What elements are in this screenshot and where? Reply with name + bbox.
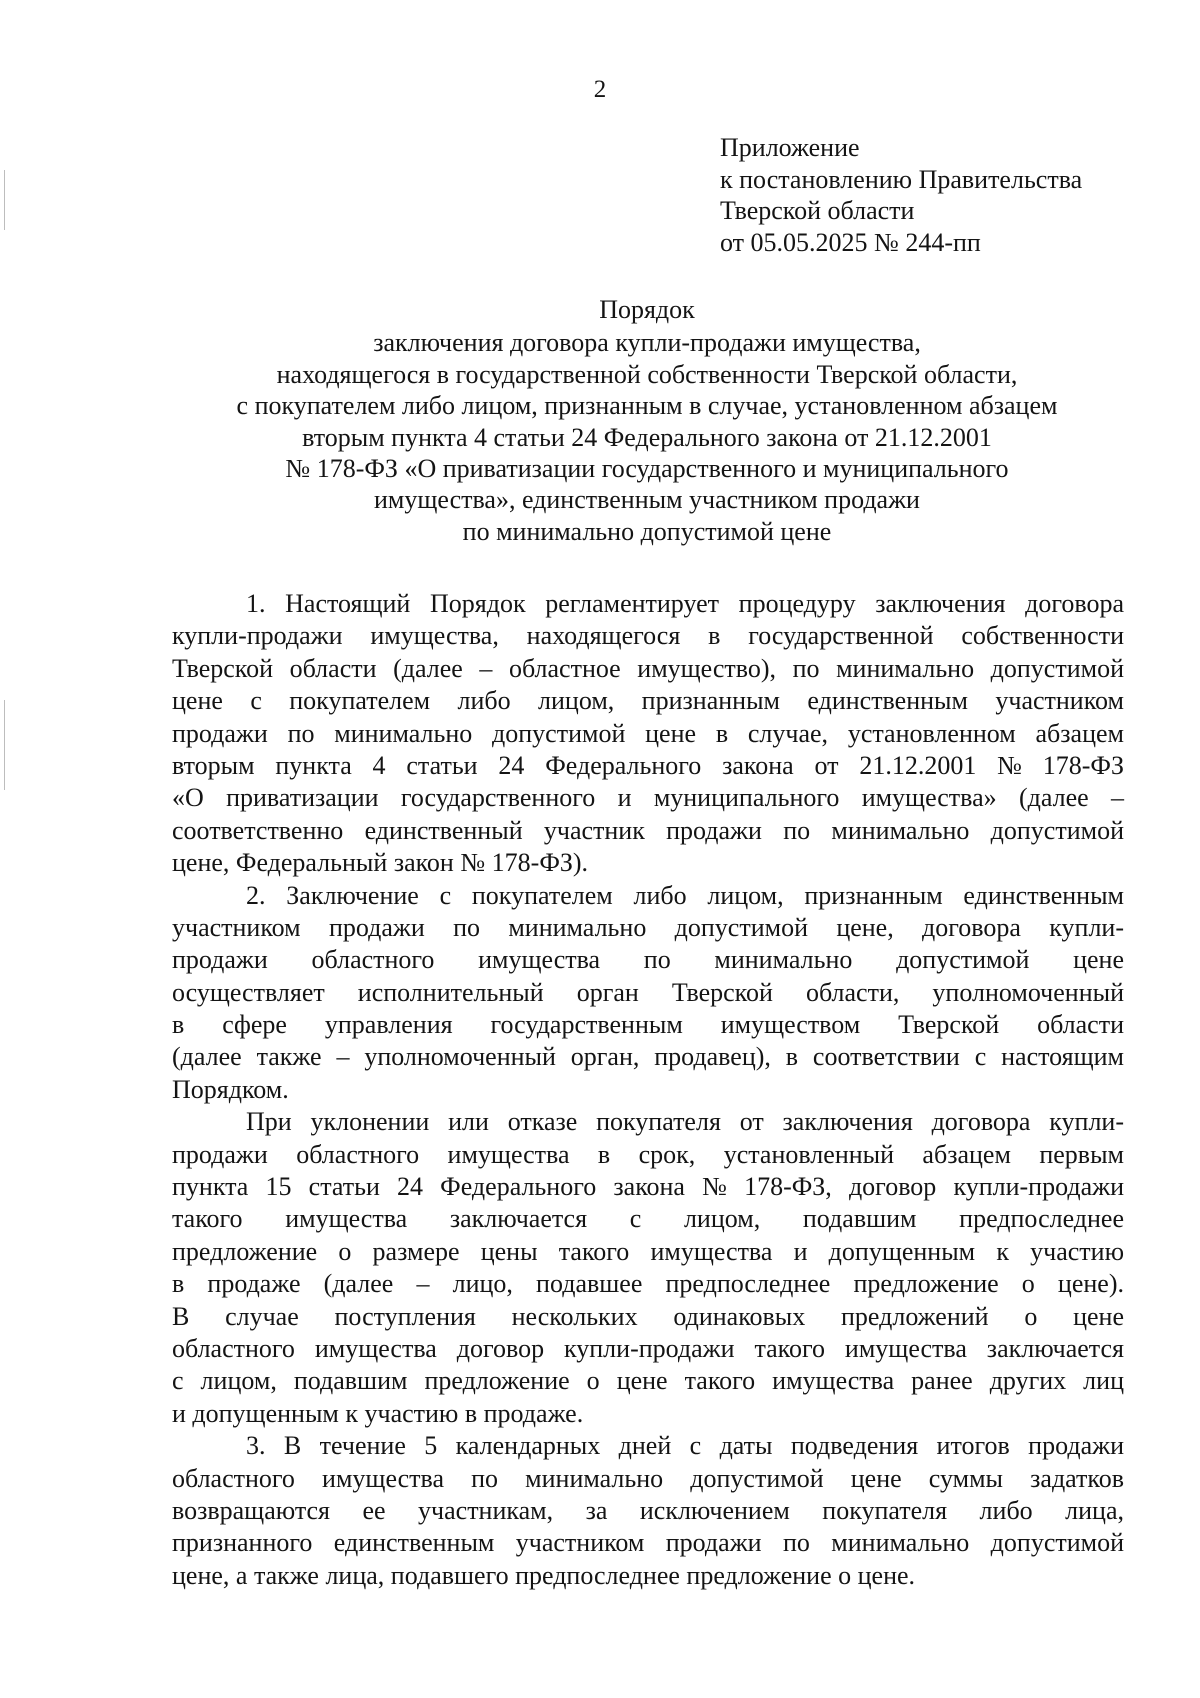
title-line: с покупателем либо лицом, признанным в случае, установленном абзацем [236,391,1058,421]
paragraph-line: с лицом, подавшим предложение о цене такого имущества ранее других лиц [172,1366,1124,1396]
paragraph-line: (далее также – уполномоченный орган, продавец), в соответствии с настоящим [172,1042,1124,1072]
appendix-header [720,132,1082,258]
title-heading: Порядок [599,295,695,324]
appendix-line: Тверской области [720,196,915,225]
paragraph-line: и допущенным к участию в продаже. [172,1398,584,1428]
title-line: по минимально допустимой цене [462,516,832,546]
paragraph-line: купли-продажи имущества, находящегося в государственной собственности [172,621,1124,651]
paragraph [172,1106,1124,1430]
scan-edge-mark [4,700,5,790]
paragraph-line: Порядком. [172,1074,289,1104]
paragraph-line: признанного единственным участником продажи по минимально допустимой [172,1528,1124,1558]
paragraph-line: При уклонении или отказе покупателя от заключения договора купли- [246,1107,1124,1137]
document-body [172,588,1124,1592]
paragraph-line: 1. Настоящий Порядок регламентирует процедуру заключения договора [246,589,1124,618]
paragraph [172,588,1124,880]
paragraph-line: возвращаются ее участникам, за исключением покупателя либо лица, [172,1495,1124,1525]
paragraph [172,880,1124,1107]
paragraph-line: Тверской области (далее – областное имущество), по минимально допустимой [172,653,1124,683]
paragraph [172,1430,1124,1592]
paragraph-line: участником продажи по минимально допустимой цене, договора купли- [172,912,1124,942]
paragraph-line: цене с покупателем либо лицом, признанным единственным участником [172,686,1124,716]
paragraph-line: областного имущества договор купли-продажи такого имущества заключается [172,1333,1124,1363]
paragraph-line: вторым пункта 4 статьи 24 Федерального закона от 21.12.2001 № 178-ФЗ [172,750,1124,780]
paragraph-line: 2. Заключение с покупателем либо лицом, признанным единственным [246,880,1124,910]
paragraph-line: предложение о размере цены такого имущества и допущенным к участию [172,1236,1124,1266]
paragraph-line: цене, а также лица, подавшего предпоследнее предложение о цене. [172,1560,916,1590]
paragraph-line: пункта 15 статьи 24 Федерального закона № 178-ФЗ, договор купли-продажи [172,1172,1124,1202]
page-number: 2 [593,76,607,103]
paragraph-line: продажи областного имущества в срок, установленный абзацем первым [172,1139,1124,1169]
paragraph-line: В случае поступления нескольких одинаковых предложений о цене [172,1301,1124,1331]
title-line: находящегося в государственной собственности Тверской области, [276,359,1018,389]
appendix-line: Приложение [720,133,860,162]
paragraph-line: осуществляет исполнительный орган Тверской области, уполномоченный [172,977,1124,1007]
appendix-line: к постановлению Правительства [720,164,1083,194]
paragraph-line: областного имущества по минимально допустимой цене суммы задатков [172,1463,1124,1493]
scan-edge-mark [4,170,5,230]
paragraph-line: продажи областного имущества по минимально допустимой цене [172,945,1124,975]
paragraph-line: в сфере управления государственным имуществом Тверской области [172,1010,1124,1040]
title-line: вторым пункта 4 статьи 24 Федерального закона от 21.12.2001 [302,422,992,452]
title-line: заключения договора купли-продажи имущества, [373,328,921,358]
paragraph-line: такого имущества заключается с лицом, подавшим предпоследнее [172,1204,1124,1234]
paragraph-line: продажи по минимально допустимой цене в случае, установленном абзацем [172,718,1124,748]
document-title [170,294,1124,547]
paragraph-line: в продаже (далее – лицо, подавшее предпоследнее предложение о цене). [172,1269,1124,1299]
paragraph-line: 3. В течение 5 календарных дней с даты подведения итогов продажи [246,1431,1124,1461]
paragraph-line: «О приватизации государственного и муниципального имущества» (далее – [172,783,1124,813]
title-line: № 178-ФЗ «О приватизации государственного и муниципального [285,454,1009,484]
appendix-line: от 05.05.2025 № 244-пп [720,227,981,257]
title-line: имущества», единственным участником продажи [374,485,920,515]
paragraph-line: цене, Федеральный закон № 178-ФЗ). [172,848,589,878]
paragraph-line: соответственно единственный участник продажи по минимально допустимой [172,815,1124,845]
